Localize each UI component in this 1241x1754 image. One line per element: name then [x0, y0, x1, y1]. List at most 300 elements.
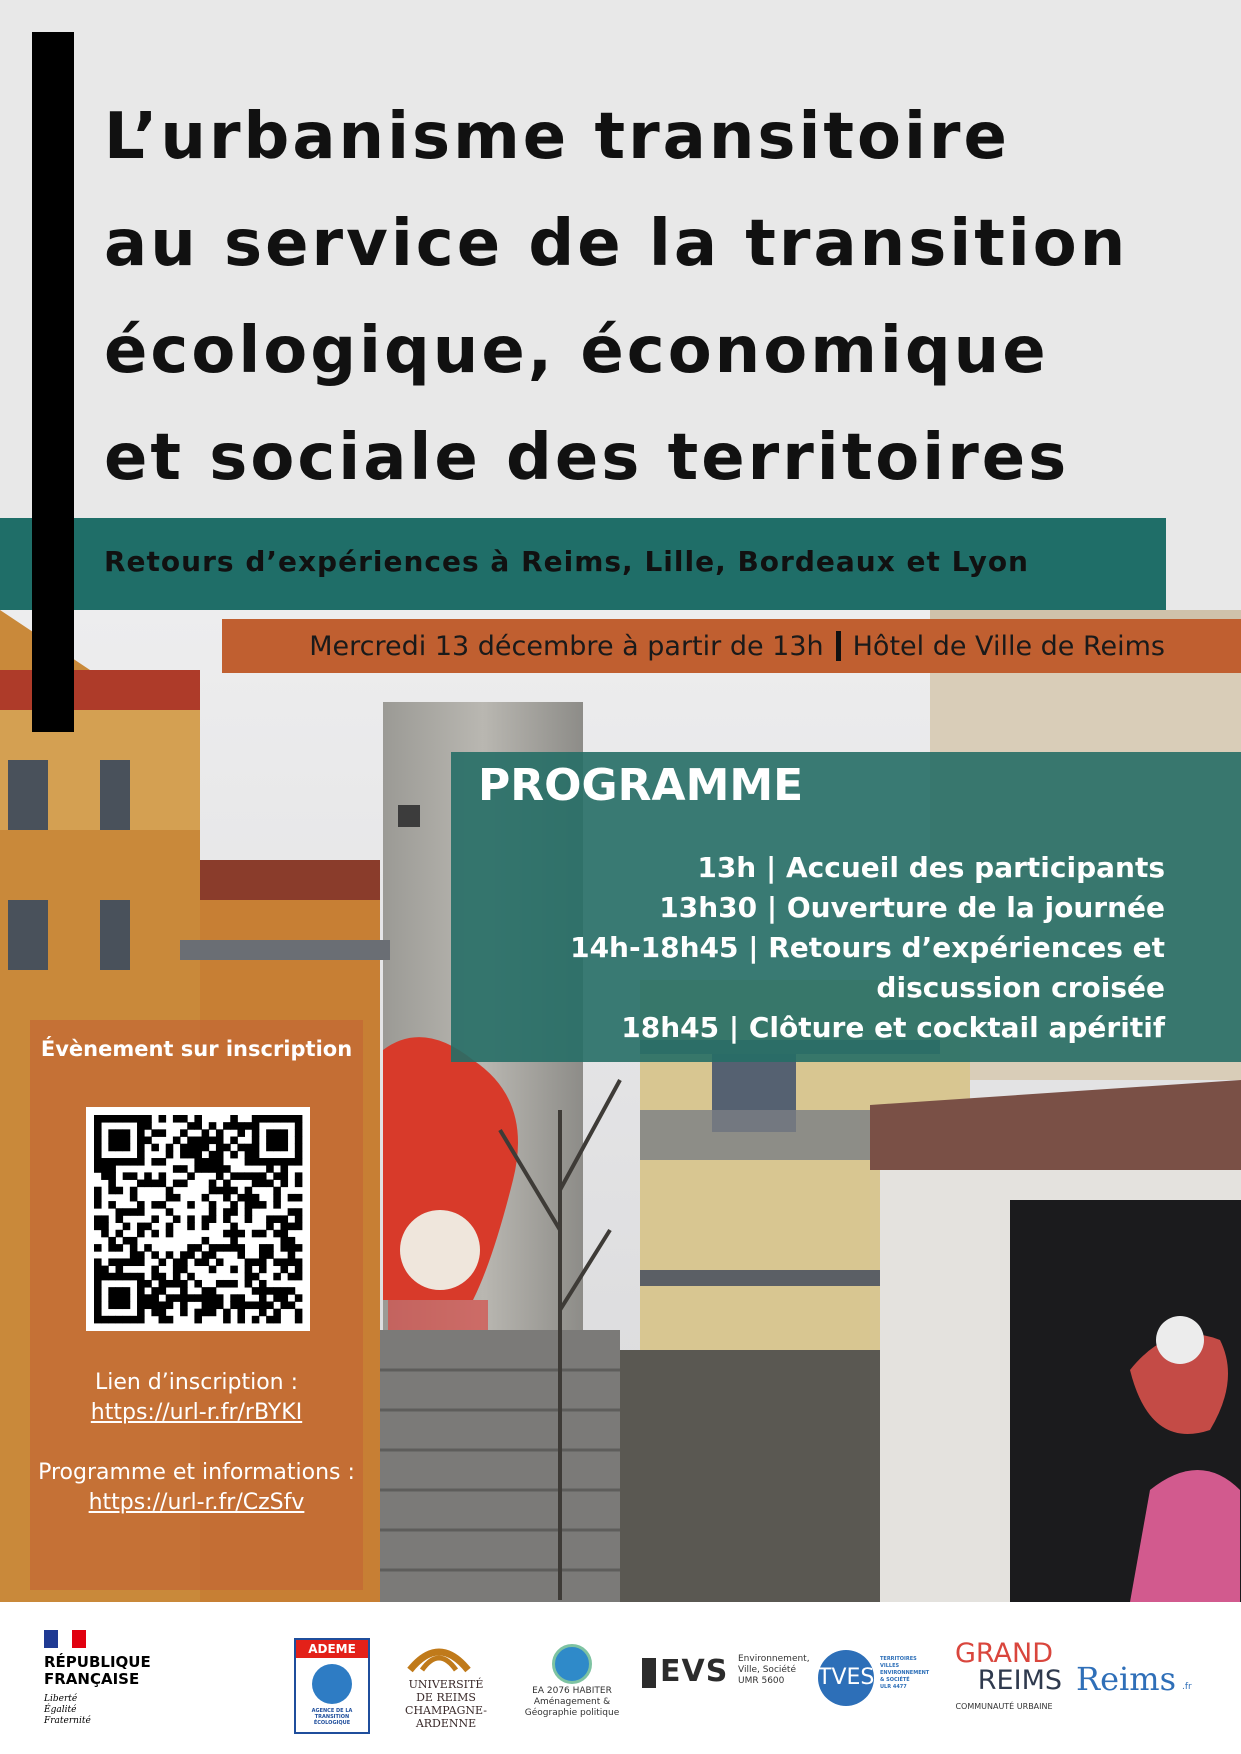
qr-module — [187, 1122, 195, 1130]
qr-module — [273, 1187, 281, 1195]
registration-link[interactable]: https://url-r.fr/rBYKI — [90, 1400, 303, 1425]
globe-icon — [312, 1664, 352, 1704]
qr-module — [137, 1280, 145, 1288]
qr-module — [202, 1237, 210, 1245]
qr-module — [280, 1158, 288, 1166]
qr-module — [94, 1201, 102, 1209]
qr-module — [194, 1316, 202, 1324]
qr-module — [245, 1258, 253, 1266]
qr-module — [159, 1280, 167, 1288]
qr-module — [137, 1301, 145, 1309]
qr-module — [295, 1194, 303, 1202]
qr-module — [137, 1115, 145, 1123]
qr-module — [94, 1266, 102, 1274]
qr-module — [108, 1137, 116, 1145]
qr-module — [223, 1187, 231, 1195]
qr-module — [280, 1223, 288, 1231]
qr-module — [180, 1180, 188, 1188]
qr-module — [266, 1137, 274, 1145]
qr-module — [187, 1201, 195, 1209]
qr-module — [202, 1215, 210, 1223]
qr-module — [245, 1215, 253, 1223]
qr-module — [266, 1215, 274, 1223]
qr-module — [94, 1273, 102, 1281]
qr-module — [180, 1258, 188, 1266]
qr-module — [108, 1115, 116, 1123]
qr-module — [252, 1230, 260, 1238]
qr-module — [159, 1115, 167, 1123]
qr-module — [266, 1316, 274, 1324]
qr-module — [173, 1294, 181, 1302]
qr-module — [230, 1122, 238, 1130]
qr-module — [230, 1172, 238, 1180]
ademe-logo — [294, 1638, 370, 1734]
qr-module — [202, 1301, 210, 1309]
qr-module — [194, 1151, 202, 1159]
qr-module — [252, 1172, 260, 1180]
qr-module — [116, 1208, 124, 1216]
qr-module — [280, 1230, 288, 1238]
qr-module — [280, 1129, 288, 1137]
registration-link-label: Lien d’inscription : — [94, 1370, 299, 1395]
qr-module — [295, 1151, 303, 1159]
qr-module — [151, 1144, 159, 1152]
qr-module — [194, 1258, 202, 1266]
tves-line: TERRITOIRES — [880, 1656, 917, 1662]
qr-module — [223, 1208, 231, 1216]
qr-module — [266, 1144, 274, 1152]
qr-module — [101, 1230, 109, 1238]
reims-word: REIMS — [977, 1665, 1062, 1696]
qr-module — [237, 1251, 245, 1259]
qr-module — [123, 1301, 131, 1309]
qr-module — [173, 1165, 181, 1173]
qr-module — [259, 1244, 267, 1252]
subtitle: Retours d’expériences à Reims, Lille, Bordeaux et Lyon — [104, 545, 1029, 578]
qr-module — [151, 1266, 159, 1274]
qr-module — [266, 1301, 274, 1309]
qr-module — [159, 1287, 167, 1295]
qr-module — [216, 1151, 224, 1159]
qr-module — [288, 1237, 296, 1245]
qr-module — [137, 1273, 145, 1281]
qr-module — [252, 1129, 260, 1137]
qr-module — [237, 1144, 245, 1152]
qr-module — [180, 1309, 188, 1317]
qr-module — [209, 1180, 217, 1188]
qr-module — [209, 1215, 217, 1223]
poster-title — [104, 84, 1184, 512]
qr-module — [259, 1180, 267, 1188]
qr-module — [187, 1151, 195, 1159]
qr-module — [130, 1251, 138, 1259]
qr-module — [202, 1129, 210, 1137]
qr-module — [216, 1129, 224, 1137]
qr-module — [194, 1144, 202, 1152]
rf-motto: Liberté — [44, 1694, 78, 1704]
qr-module — [173, 1115, 181, 1123]
qr-module — [94, 1301, 102, 1309]
qr-module — [101, 1115, 109, 1123]
qr-module — [187, 1294, 195, 1302]
qr-module — [223, 1165, 231, 1173]
qr-module — [202, 1165, 210, 1173]
qr-module — [209, 1208, 217, 1216]
qr-module — [252, 1316, 260, 1324]
qr-module — [230, 1237, 238, 1245]
evs-line: UMR 5600 — [738, 1676, 785, 1686]
qr-module — [94, 1244, 102, 1252]
rf-motto: Fraternité — [44, 1716, 91, 1726]
qr-module — [280, 1115, 288, 1123]
qr-module — [180, 1129, 188, 1137]
qr-module — [209, 1158, 217, 1166]
qr-module — [159, 1273, 167, 1281]
urca-emblem-icon — [406, 1640, 472, 1674]
qr-module — [130, 1208, 138, 1216]
qr-module — [209, 1301, 217, 1309]
tves-line: ENVIRONNEMENT — [880, 1670, 930, 1676]
qr-module — [230, 1115, 238, 1123]
qr-module — [123, 1223, 131, 1231]
qr-module — [194, 1122, 202, 1130]
qr-module — [266, 1180, 274, 1188]
title-accent-bar — [32, 32, 74, 732]
qr-module — [280, 1244, 288, 1252]
qr-module — [230, 1151, 238, 1159]
qr-module — [230, 1280, 238, 1288]
qr-module — [123, 1316, 131, 1324]
qr-module — [216, 1187, 224, 1195]
qr-module — [137, 1144, 145, 1152]
qr-module — [101, 1158, 109, 1166]
qr-module — [151, 1129, 159, 1137]
qr-module — [245, 1122, 253, 1130]
qr-module — [151, 1180, 159, 1188]
qr-module — [273, 1129, 281, 1137]
qr-module — [223, 1144, 231, 1152]
qr-module — [259, 1287, 267, 1295]
qr-module — [137, 1287, 145, 1295]
qr-code-icon[interactable] — [86, 1107, 310, 1331]
marianne-icon — [44, 1630, 86, 1648]
qr-module — [116, 1244, 124, 1252]
qr-module — [137, 1258, 145, 1266]
qr-module — [295, 1137, 303, 1145]
qr-module — [245, 1273, 253, 1281]
qr-module — [180, 1280, 188, 1288]
qr-module — [209, 1244, 217, 1252]
qr-module — [245, 1194, 253, 1202]
tves-name: TVES — [818, 1650, 874, 1706]
tves-line: & SOCIÉTÉ — [880, 1677, 910, 1683]
qr-module — [295, 1223, 303, 1231]
qr-module — [130, 1187, 138, 1195]
qr-module — [245, 1201, 253, 1209]
qr-module — [108, 1144, 116, 1152]
qr-module — [237, 1244, 245, 1252]
qr-module — [252, 1151, 260, 1159]
qr-module — [108, 1273, 116, 1281]
qr-module — [94, 1144, 102, 1152]
qr-module — [137, 1158, 145, 1166]
qr-module — [259, 1172, 267, 1180]
qr-module — [266, 1129, 274, 1137]
title-line: et sociale des territoires — [104, 421, 1070, 495]
qr-module — [159, 1316, 167, 1324]
qr-module — [151, 1301, 159, 1309]
qr-module — [166, 1294, 174, 1302]
qr-module — [209, 1165, 217, 1173]
qr-module — [101, 1316, 109, 1324]
qr-module — [123, 1129, 131, 1137]
qr-module — [259, 1115, 267, 1123]
qr-module — [288, 1194, 296, 1202]
qr-module — [288, 1273, 296, 1281]
qr-module — [252, 1273, 260, 1281]
qr-module — [123, 1172, 131, 1180]
qr-module — [116, 1215, 124, 1223]
qr-module — [216, 1294, 224, 1302]
qr-module — [216, 1137, 224, 1145]
qr-module — [273, 1294, 281, 1302]
qr-module — [245, 1172, 253, 1180]
qr-module — [166, 1251, 174, 1259]
qr-module — [259, 1301, 267, 1309]
qr-module — [288, 1158, 296, 1166]
qr-module — [166, 1230, 174, 1238]
qr-module — [295, 1309, 303, 1317]
qr-module — [108, 1187, 116, 1195]
qr-module — [101, 1215, 109, 1223]
qr-module — [259, 1309, 267, 1317]
qr-module — [94, 1187, 102, 1195]
qr-module — [173, 1194, 181, 1202]
separator-bar — [836, 631, 841, 661]
qr-module — [245, 1280, 253, 1288]
qr-module — [151, 1201, 159, 1209]
qr-module — [273, 1258, 281, 1266]
qr-module — [266, 1115, 274, 1123]
qr-module — [94, 1137, 102, 1145]
reims-fr-suffix: .fr — [1182, 1682, 1192, 1692]
qr-module — [202, 1223, 210, 1231]
qr-module — [273, 1194, 281, 1202]
qr-module — [151, 1309, 159, 1317]
qr-module — [288, 1287, 296, 1295]
qr-module — [280, 1137, 288, 1145]
qr-module — [295, 1244, 303, 1252]
qr-module — [280, 1301, 288, 1309]
qr-module — [259, 1258, 267, 1266]
qr-module — [202, 1144, 210, 1152]
qr-module — [295, 1129, 303, 1137]
programme-list — [570, 848, 1165, 1048]
qr-module — [137, 1251, 145, 1259]
qr-module — [280, 1144, 288, 1152]
qr-module — [295, 1122, 303, 1130]
qr-module — [94, 1165, 102, 1173]
qr-module — [273, 1144, 281, 1152]
qr-module — [237, 1316, 245, 1324]
qr-module — [94, 1158, 102, 1166]
qr-module — [130, 1194, 138, 1202]
qr-module — [202, 1194, 210, 1202]
qr-module — [94, 1151, 102, 1159]
qr-module — [159, 1180, 167, 1188]
qr-module — [187, 1215, 195, 1223]
qr-module — [166, 1144, 174, 1152]
qr-module — [202, 1294, 210, 1302]
qr-module — [123, 1208, 131, 1216]
programme-item: 13h30 | Ouverture de la journée — [659, 891, 1165, 924]
urca-line: CHAMPAGNE-ARDENNE — [405, 1704, 487, 1730]
qr-module — [101, 1266, 109, 1274]
qr-module — [280, 1266, 288, 1274]
qr-module — [216, 1244, 224, 1252]
qr-module — [101, 1223, 109, 1231]
qr-module — [187, 1273, 195, 1281]
qr-module — [280, 1258, 288, 1266]
qr-module — [230, 1294, 238, 1302]
qr-module — [209, 1151, 217, 1159]
qr-module — [130, 1237, 138, 1245]
qr-module — [173, 1266, 181, 1274]
qr-module — [230, 1244, 238, 1252]
qr-module — [230, 1266, 238, 1274]
qr-module — [194, 1280, 202, 1288]
qr-module — [266, 1165, 274, 1173]
qr-module — [295, 1258, 303, 1266]
qr-module — [116, 1137, 124, 1145]
qr-module — [130, 1115, 138, 1123]
qr-module — [130, 1158, 138, 1166]
qr-module — [288, 1258, 296, 1266]
qr-module — [288, 1208, 296, 1216]
urca-line: DE REIMS — [416, 1691, 476, 1704]
qr-module — [144, 1280, 152, 1288]
qr-module — [180, 1165, 188, 1173]
programme-item: 13h | Accueil des participants — [697, 851, 1165, 884]
qr-module — [295, 1208, 303, 1216]
qr-module — [180, 1144, 188, 1152]
qr-module — [123, 1158, 131, 1166]
qr-module — [280, 1165, 288, 1173]
qr-module — [144, 1244, 152, 1252]
qr-module — [151, 1287, 159, 1295]
qr-module — [266, 1244, 274, 1252]
qr-module — [259, 1201, 267, 1209]
qr-module — [259, 1230, 267, 1238]
qr-module — [266, 1223, 274, 1231]
qr-module — [187, 1244, 195, 1252]
qr-module — [173, 1180, 181, 1188]
qr-module — [230, 1301, 238, 1309]
qr-module — [151, 1251, 159, 1259]
qr-module — [116, 1158, 124, 1166]
qr-module — [245, 1301, 253, 1309]
habiter-line: EA 2076 HABITER — [532, 1686, 612, 1696]
qr-module — [159, 1309, 167, 1317]
qr-module — [266, 1158, 274, 1166]
qr-module — [123, 1144, 131, 1152]
qr-module — [252, 1194, 260, 1202]
qr-module — [209, 1187, 217, 1195]
qr-module — [280, 1237, 288, 1245]
programme-item: discussion croisée — [876, 971, 1165, 1004]
qr-module — [187, 1137, 195, 1145]
qr-module — [259, 1280, 267, 1288]
qr-module — [252, 1287, 260, 1295]
qr-module — [151, 1230, 159, 1238]
tves-line: ULR 4477 — [880, 1684, 907, 1690]
qr-module — [273, 1137, 281, 1145]
qr-module — [202, 1158, 210, 1166]
qr-module — [245, 1266, 253, 1274]
qr-module — [173, 1258, 181, 1266]
qr-module — [295, 1266, 303, 1274]
qr-module — [166, 1151, 174, 1159]
qr-module — [123, 1137, 131, 1145]
qr-module — [194, 1309, 202, 1317]
qr-module — [259, 1294, 267, 1302]
qr-module — [295, 1115, 303, 1123]
qr-module — [216, 1144, 224, 1152]
qr-module — [187, 1172, 195, 1180]
qr-module — [194, 1294, 202, 1302]
qr-module — [144, 1180, 152, 1188]
partner-logos — [0, 1602, 1241, 1754]
qr-module — [252, 1144, 260, 1152]
qr-module — [223, 1280, 231, 1288]
evs-line: Environnement, — [738, 1654, 810, 1664]
qr-module — [223, 1309, 231, 1317]
qr-module — [202, 1258, 210, 1266]
qr-module — [194, 1165, 202, 1173]
qr-module — [230, 1223, 238, 1231]
qr-module — [295, 1215, 303, 1223]
info-link[interactable]: https://url-r.fr/CzSfv — [88, 1490, 305, 1515]
qr-module — [280, 1180, 288, 1188]
qr-module — [273, 1230, 281, 1238]
rf-line: FRANÇAISE — [44, 1670, 140, 1688]
qr-module — [252, 1180, 260, 1188]
qr-module — [237, 1172, 245, 1180]
qr-module — [166, 1187, 174, 1195]
qr-module — [94, 1129, 102, 1137]
qr-module — [237, 1230, 245, 1238]
qr-module — [252, 1258, 260, 1266]
qr-module — [237, 1194, 245, 1202]
qr-module — [295, 1144, 303, 1152]
title-line: L’urbanisme transitoire — [104, 100, 1010, 174]
qr-module — [116, 1258, 124, 1266]
qr-module — [137, 1122, 145, 1130]
qr-module — [116, 1187, 124, 1195]
qr-module — [123, 1273, 131, 1281]
evs-line: Ville, Société — [738, 1665, 796, 1675]
qr-module — [108, 1316, 116, 1324]
qr-module — [245, 1158, 253, 1166]
qr-module — [237, 1309, 245, 1317]
qr-module — [94, 1115, 102, 1123]
qr-module — [94, 1223, 102, 1231]
qr-module — [280, 1215, 288, 1223]
event-place: Hôtel de Ville de Reims — [852, 630, 1165, 662]
qr-module — [116, 1294, 124, 1302]
qr-module — [202, 1287, 210, 1295]
qr-module — [273, 1273, 281, 1281]
